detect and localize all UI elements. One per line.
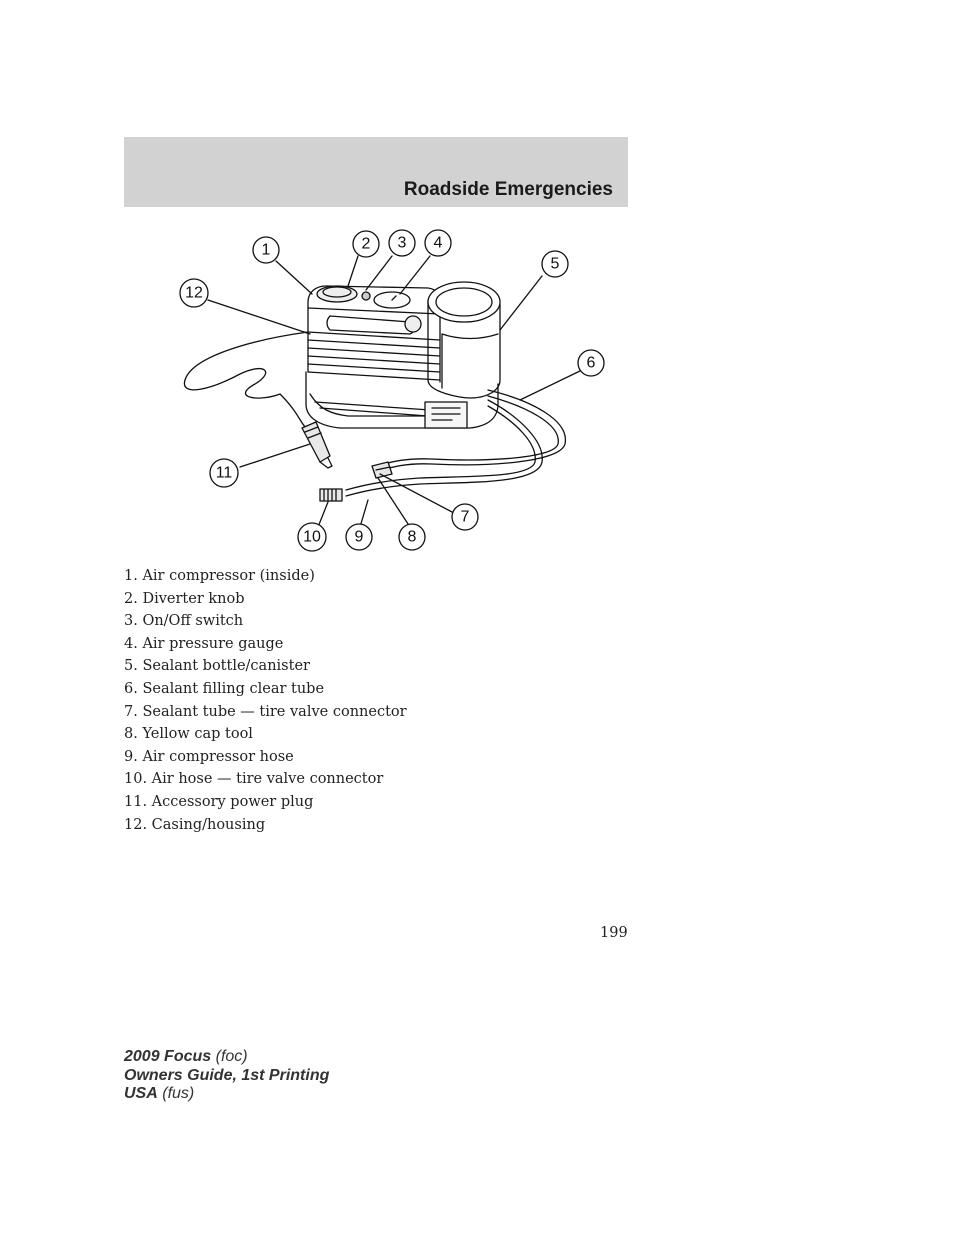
footer-model-code: (foc): [215, 1048, 248, 1065]
on-off-switch-shape: [362, 292, 370, 300]
footer-line-model: [124, 1048, 329, 1067]
power-cord: [184, 332, 308, 428]
svg-text:10: 10: [303, 528, 321, 546]
svg-text:6: 6: [586, 354, 596, 372]
callout-2: [353, 231, 379, 257]
legend-item: 6. Sealant filling clear tube: [124, 680, 325, 697]
footer-market-code: (fus): [162, 1085, 195, 1102]
footer-model: 2009 Focus: [124, 1048, 212, 1065]
callout-7: [452, 504, 478, 530]
svg-text:12: 12: [185, 284, 203, 302]
callout-5: [542, 251, 568, 277]
legend-item: 3. On/Off switch: [124, 613, 244, 630]
callout-3: [389, 230, 415, 256]
footer-market: USA: [124, 1085, 158, 1102]
svg-text:5: 5: [550, 255, 560, 273]
footer-guide: Owners Guide, 1st Printing: [124, 1066, 330, 1084]
footer-line-guide: [124, 1067, 329, 1086]
section-header-bar: [124, 137, 628, 207]
svg-text:1: 1: [261, 241, 271, 259]
svg-text:2: 2: [361, 235, 371, 253]
svg-text:9: 9: [354, 528, 364, 546]
legend-item: 5. Sealant bottle/canister: [124, 658, 310, 675]
svg-text:11: 11: [215, 464, 233, 482]
svg-text:3: 3: [397, 234, 407, 252]
legend-item: 9. Air compressor hose: [124, 748, 294, 765]
document-footer: [124, 1048, 329, 1104]
legend-item: 11. Accessory power plug: [124, 793, 314, 810]
footer-line-market: [124, 1085, 329, 1104]
section-title: Roadside Emergencies: [403, 179, 613, 200]
svg-text:4: 4: [433, 234, 443, 252]
svg-text:8: 8: [407, 528, 417, 546]
callout-9: [346, 524, 372, 550]
legend-item: 8. Yellow cap tool: [124, 726, 253, 743]
parts-legend-list: [124, 565, 407, 836]
legend-item: 12. Casing/housing: [124, 816, 266, 833]
legend-item: 4. Air pressure gauge: [124, 635, 284, 652]
callout-10: [298, 523, 326, 551]
page-number: 199: [600, 925, 628, 941]
svg-text:7: 7: [460, 508, 470, 526]
legend-item: 10. Air hose — tire valve connector: [124, 771, 384, 788]
callout-4: [425, 230, 451, 256]
callout-6: [578, 350, 604, 376]
air-valve-connector-shape: [320, 489, 342, 501]
diverter-knob-shape: [317, 286, 357, 302]
callout-11: [210, 459, 238, 487]
legend-item: 7. Sealant tube — tire valve connector: [124, 703, 407, 720]
legend-item: 2. Diverter knob: [124, 590, 245, 607]
callout-12: [180, 279, 208, 307]
compressor-base: [306, 372, 498, 428]
callout-1: [253, 237, 279, 263]
legend-item: 1. Air compressor (inside): [124, 568, 315, 584]
air-compressor-illustration: [170, 222, 620, 560]
callout-8: [399, 524, 425, 550]
